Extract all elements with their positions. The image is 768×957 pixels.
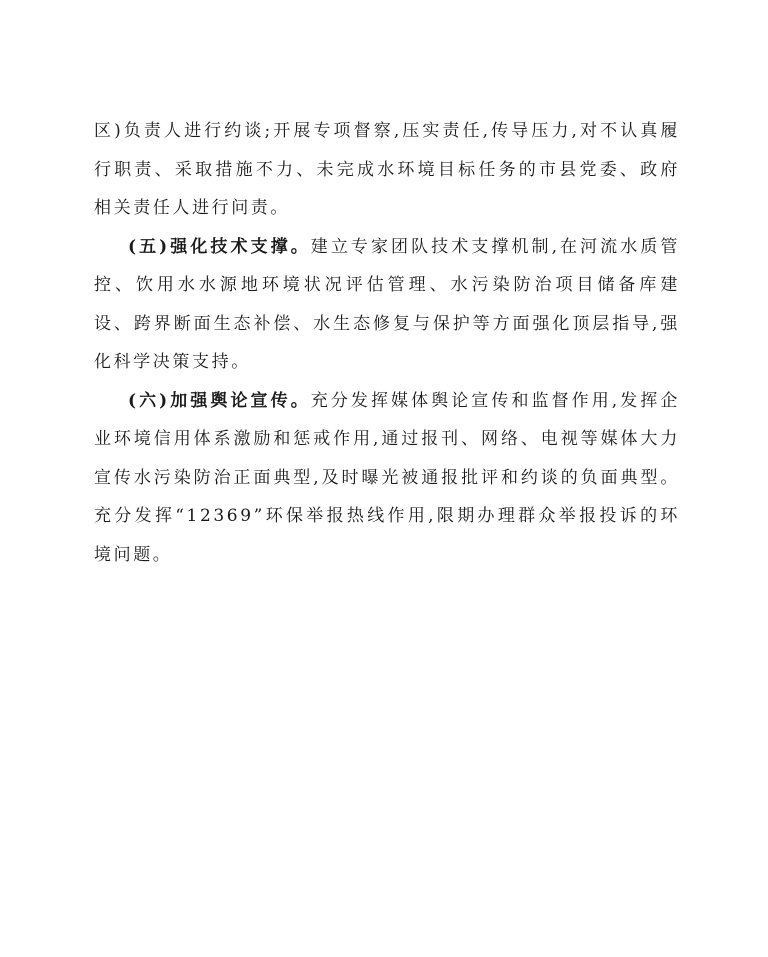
section-heading: (六)加强舆论宣传。	[128, 390, 311, 411]
paragraph-text: 建立专家团队技术支撑机制,在河流水质管控、饮用水水源地环境状况评估管理、水污染防治项目储备库建设、跨界断面生态补偿、水生态修复与保护等方面强化顶层指导,强化科学决策支持。	[94, 236, 680, 372]
paragraph-continuation	[94, 112, 680, 228]
section-heading: (五)强化技术支撑。	[128, 236, 311, 257]
document-body	[94, 112, 680, 574]
paragraph-text: 区)负责人进行约谈;开展专项督察,压实责任,传导压力,对不认真履行职责、采取措施不力、未完成水环境目标任务的市县党委、政府相关责任人进行问责。	[94, 121, 680, 218]
paragraph-section-6	[94, 382, 680, 575]
paragraph-section-5	[94, 228, 680, 382]
paragraph-text: 充分发挥媒体舆论宣传和监督作用,发挥企业环境信用体系激励和惩戒作用,通过报刊、网络、电视等媒体大力宣传水污染防治正面典型,及时曝光被通报批评和约谈的负面典型。充分发挥“12369”环保举报热线作用,限期办理群众举报投诉的环境问题。	[94, 390, 680, 565]
